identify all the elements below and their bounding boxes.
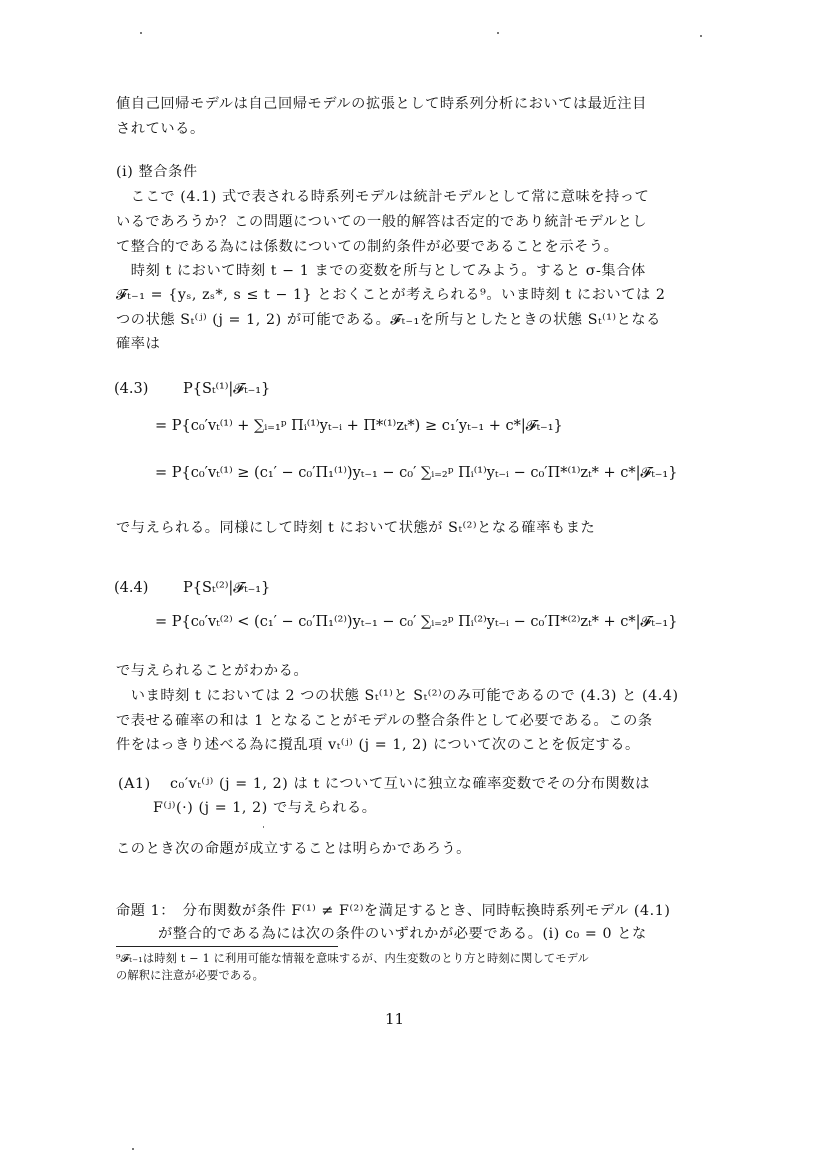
intro-line-1: 値自己回帰モデルは自己回帰モデルの拡張として時系列分析においては最近注目 bbox=[116, 96, 647, 112]
paragraph-2-line: 時刻 t において時刻 t − 1 までの変数を所与としてみよう。すると σ-集合体 bbox=[116, 263, 646, 279]
assumption-line-1: c₀′vₜ⁽ʲ⁾ (j = 1, 2) は t について互いに独立な確率変数でその分布関数は bbox=[170, 776, 650, 792]
equation-4-4-line-1: P{Sₜ⁽²⁾|𝓕ₜ₋₁} bbox=[183, 580, 271, 596]
equation-4-3-line-1: P{Sₜ⁽¹⁾|𝓕ₜ₋₁} bbox=[183, 381, 271, 397]
paragraph-2-line: 確率は bbox=[116, 336, 161, 352]
paragraph-1-line: いるであろうか？この問題についての一般的解答は否定的であり統計モデルとし bbox=[116, 214, 648, 230]
scan-speck bbox=[132, 1148, 134, 1150]
section-heading: (i) 整合条件 bbox=[116, 164, 198, 180]
proposition-line-2: が整合的である為には次の条件のいずれかが必要である。(i) c₀ = 0 とな bbox=[158, 926, 647, 942]
intro-line-2: されている。 bbox=[116, 121, 205, 137]
equation-4-4-label: (4.4) bbox=[114, 580, 149, 596]
footnote-line-2: の解釈に注意が必要である。 bbox=[116, 969, 265, 982]
equation-4-3-line-3: = P{c₀′vₜ⁽¹⁾ ≥ (c₁′ − c₀′Π₁⁽¹⁾)yₜ₋₁ − c₀′ ∑ᵢ₌₂ᵖ Πᵢ⁽¹⁾yₜ₋ᵢ − c₀′Π*⁽¹⁾zₜ* + c*|𝓕ₜ₋₁} bbox=[155, 465, 678, 481]
paragraph-1-line: て整合的である為には係数についての制約条件が必要であることを示そう。 bbox=[116, 239, 619, 255]
paragraph-2-line: つの状態 Sₜ⁽ʲ⁾ (j = 1, 2) が可能である。𝓕ₜ₋₁を所与としたときの状態 Sₜ⁽¹⁾となる bbox=[116, 312, 661, 328]
equation-4-3-line-2: = P{c₀′vₜ⁽¹⁾ + ∑ᵢ₌₁ᵖ Πᵢ⁽¹⁾yₜ₋ᵢ + Π*⁽¹⁾zₜ*) ≥ c₁′yₜ₋₁ + c*|𝓕ₜ₋₁} bbox=[155, 418, 563, 434]
footnote-rule bbox=[116, 946, 338, 947]
equation-4-3-label: (4.3) bbox=[114, 381, 149, 397]
scan-speck bbox=[140, 32, 142, 34]
paragraph-1-line: ここで (4.1) 式で表される時系列モデルは統計モデルとして常に意味を持って bbox=[116, 189, 650, 205]
scan-speck bbox=[263, 826, 264, 828]
scan-speck bbox=[497, 32, 499, 34]
scan-speck bbox=[700, 35, 702, 37]
paragraph-3-line: 件をはっきり述べる為に撹乱項 vₜ⁽ʲ⁾ (j = 1, 2) について次のことを仮定する。 bbox=[116, 737, 640, 753]
footnote-line-1: ⁹𝓕ₜ₋₁は時刻 t − 1 に利用可能な情報を意味するが、内生変数のとり方と時刻に関してモデル bbox=[116, 952, 589, 965]
mid-sentence: で与えられる。同様にして時刻 t において状態が Sₜ⁽²⁾となる確率もまた bbox=[116, 520, 596, 536]
paragraph-3-line: で表せる確率の和は 1 となることがモデルの整合条件として必要である。この条 bbox=[116, 713, 653, 729]
paragraph-4: このとき次の命題が成立することは明らかであろう。 bbox=[116, 841, 471, 857]
paragraph-3-line: で与えられることがわかる。 bbox=[116, 663, 309, 679]
paragraph-3-line: いま時刻 t においては 2 つの状態 Sₜ⁽¹⁾と Sₜ⁽²⁾のみ可能であるので (4.3) と (4.4) bbox=[116, 688, 679, 704]
equation-4-4-line-2: = P{c₀′vₜ⁽²⁾ < (c₁′ − c₀′Π₁⁽²⁾)yₜ₋₁ − c₀′ ∑ᵢ₌₂ᵖ Πᵢ⁽²⁾yₜ₋ᵢ − c₀′Π*⁽²⁾zₜ* + c*|𝓕ₜ₋₁} bbox=[155, 614, 678, 630]
paragraph-2-line: 𝓕ₜ₋₁ = {yₛ, zₛ*, s ≤ t − 1} とおくことが考えられる⁹。いま時刻 t においては 2 bbox=[116, 287, 666, 303]
page-number: 11 bbox=[385, 1010, 405, 1028]
assumption-line-2: F⁽ʲ⁾(·) (j = 1, 2) で与えられる。 bbox=[153, 800, 377, 816]
assumption-label: (A1) bbox=[118, 776, 151, 792]
proposition-line-1: 命題 1： 分布関数が条件 F⁽¹⁾ ≠ F⁽²⁾を満足するとき、同時転換時系列モデル (4.1) bbox=[116, 903, 671, 919]
